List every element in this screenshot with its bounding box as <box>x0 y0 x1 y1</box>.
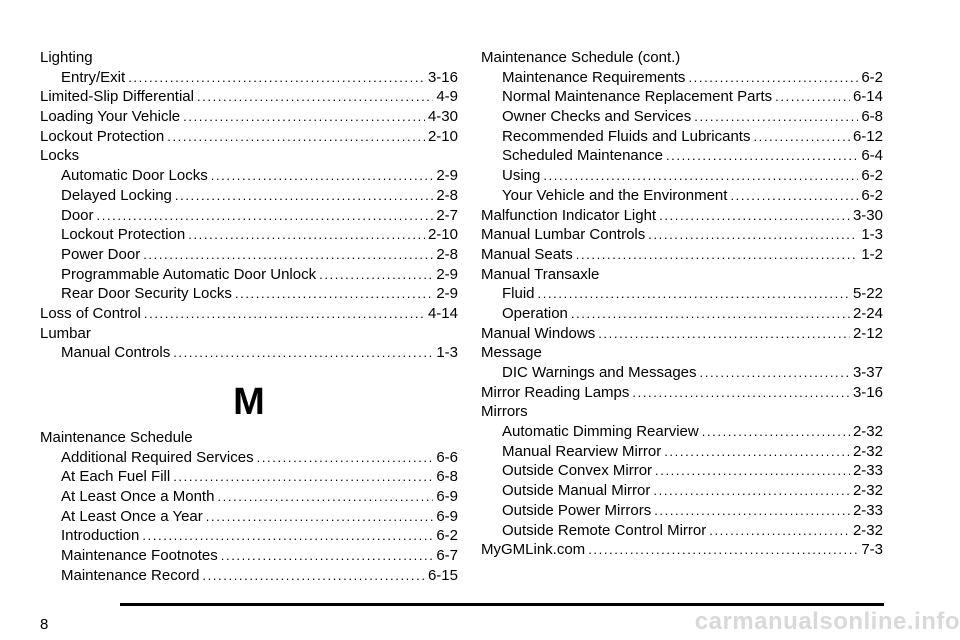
dot-leader <box>217 487 433 507</box>
entry-label: Outside Manual Mirror <box>502 482 651 500</box>
entry-page-ref: 2-7 <box>436 206 458 224</box>
entry-label: DIC Warnings and Messages <box>502 364 697 381</box>
entry-page-ref: 1-2 <box>861 245 883 263</box>
entry-label: Loading Your Vehicle <box>40 108 181 126</box>
index-subentry <box>40 487 458 507</box>
entry-label: Locks <box>40 147 80 165</box>
dot-leader <box>588 540 858 560</box>
dot-leader <box>538 284 850 304</box>
index-subentry <box>481 481 883 501</box>
index-subentry <box>481 521 883 541</box>
index-subentry <box>481 107 883 127</box>
entry-page-ref: 2-9 <box>436 285 458 303</box>
dot-leader <box>197 87 433 107</box>
dot-leader <box>175 186 433 206</box>
dot-leader <box>257 448 434 468</box>
index-subentry <box>40 343 458 363</box>
index-entry <box>481 225 883 245</box>
index-entry <box>40 87 458 107</box>
dot-leader <box>598 324 850 344</box>
dot-leader <box>319 265 433 285</box>
dot-leader <box>167 127 425 147</box>
index-subentry <box>481 284 883 304</box>
entry-label: Message <box>481 344 542 362</box>
entry-page-ref: 2-32 <box>852 521 883 539</box>
dot-leader <box>688 68 858 88</box>
dot-leader <box>211 166 434 186</box>
index-entry <box>481 48 883 68</box>
entry-page-ref: 7-3 <box>861 541 883 559</box>
entry-page-ref: 3-30 <box>852 206 883 224</box>
entry-page-ref: 6-8 <box>861 108 883 126</box>
entry-page-ref: 2-32 <box>852 442 883 460</box>
entry-label: Door <box>61 206 94 224</box>
watermark: carmanualsonline.info <box>694 608 960 635</box>
index-subentry <box>481 363 883 383</box>
dot-leader <box>144 304 425 324</box>
entry-page-ref: 2-8 <box>436 186 458 204</box>
entry-label: Operation <box>502 304 568 322</box>
entry-label: At Least Once a Month <box>61 488 215 506</box>
entry-label: Outside Remote Control Mirror <box>502 521 707 539</box>
entry-label: MyGMLink.com <box>481 541 586 559</box>
dot-leader <box>753 127 850 147</box>
entry-page-ref: 4-14 <box>427 304 458 322</box>
entry-page-ref: 6-9 <box>436 507 458 525</box>
entry-label: Power Door <box>61 245 141 263</box>
dot-leader <box>221 546 434 566</box>
dot-leader <box>97 206 434 226</box>
entry-page-ref: 6-7 <box>436 547 458 565</box>
index-subentry <box>481 68 883 88</box>
entry-label: Your Vehicle and the Environment <box>502 186 728 204</box>
dot-leader <box>654 501 850 521</box>
entry-page-ref: 3-16 <box>852 383 883 401</box>
index-subentry <box>40 68 458 88</box>
index-entry <box>40 127 458 147</box>
entry-page-ref: 2-33 <box>852 501 883 519</box>
entry-page-ref: 2-9 <box>436 167 458 185</box>
entry-label: Fluid <box>502 285 535 303</box>
entry-label: Maintenance Requirements <box>502 68 686 86</box>
index-entry <box>40 428 458 448</box>
dot-leader <box>571 304 850 324</box>
entry-page-ref: 2-32 <box>852 482 883 500</box>
index-entry <box>481 206 883 226</box>
entry-label: Outside Power Mirrors <box>502 501 652 519</box>
dot-leader <box>128 68 425 88</box>
entry-label: Normal Maintenance Replacement Parts <box>502 88 773 106</box>
entry-label: Using <box>502 167 541 185</box>
entry-label: Delayed Locking <box>61 186 172 204</box>
entry-page-ref: 1-3 <box>861 226 883 244</box>
dot-leader <box>143 245 433 265</box>
index-subentry <box>481 461 883 481</box>
entry-label: Maintenance Schedule (cont.) <box>481 49 681 66</box>
dot-leader <box>655 461 850 481</box>
index-subentry <box>40 546 458 566</box>
entry-page-ref: 4-9 <box>436 88 458 106</box>
index-subentry <box>40 225 458 245</box>
entry-label: Additional Required Services <box>61 448 254 466</box>
dot-leader <box>235 284 433 304</box>
entry-label: Owner Checks and Services <box>502 108 692 126</box>
dot-leader <box>700 363 850 383</box>
index-subentry <box>40 245 458 265</box>
index-subentry <box>40 206 458 226</box>
entry-page-ref: 2-32 <box>852 423 883 441</box>
section-letter-heading: M <box>233 381 265 423</box>
entry-label: Lockout Protection <box>40 127 165 145</box>
entry-page-ref: 6-9 <box>436 488 458 506</box>
entry-label: Automatic Door Locks <box>61 167 208 185</box>
entry-label: Lockout Protection <box>61 226 186 244</box>
index-entry <box>40 48 458 68</box>
dot-leader <box>694 107 858 127</box>
dot-leader <box>183 107 425 127</box>
entry-label: Maintenance Record <box>61 566 200 584</box>
entry-page-ref: 2-24 <box>852 304 883 322</box>
entry-page-ref: 6-2 <box>861 68 883 86</box>
entry-page-ref: 2-12 <box>852 324 883 342</box>
entry-page-ref: 4-30 <box>427 108 458 126</box>
index-entry <box>481 343 883 363</box>
entry-label: Scheduled Maintenance <box>502 147 663 165</box>
entry-page-ref: 6-2 <box>861 167 883 185</box>
entry-label: Programmable Automatic Door Unlock <box>61 265 317 283</box>
entry-page-ref: 6-6 <box>436 448 458 466</box>
index-subentry <box>481 422 883 442</box>
entry-page-ref: 3-37 <box>852 364 883 381</box>
dot-leader <box>666 146 858 166</box>
entry-label: Lighting <box>40 49 93 66</box>
entry-label: Manual Seats <box>481 245 573 263</box>
dot-leader <box>632 383 850 403</box>
entry-page-ref: 5-22 <box>852 285 883 303</box>
entry-page-ref: 1-3 <box>436 344 458 362</box>
entry-page-ref: 6-2 <box>436 527 458 545</box>
entry-page-ref: 6-15 <box>427 566 458 584</box>
entry-label: At Each Fuel Fill <box>61 468 171 486</box>
entry-label: Maintenance Footnotes <box>61 547 218 565</box>
entry-page-ref: 3-16 <box>427 68 458 86</box>
entry-label: Malfunction Indicator Light <box>481 206 657 224</box>
entry-label: Manual Windows <box>481 324 596 342</box>
index-subentry <box>40 448 458 468</box>
dot-leader <box>543 166 858 186</box>
entry-page-ref: 2-10 <box>427 226 458 244</box>
dot-leader <box>576 245 859 265</box>
index-subentry <box>40 265 458 285</box>
index-subentry <box>481 304 883 324</box>
entry-label: Maintenance Schedule <box>40 429 193 446</box>
entry-label: Automatic Dimming Rearview <box>502 423 699 441</box>
entry-label: Loss of Control <box>40 304 141 322</box>
index-subentry <box>481 166 883 186</box>
dot-leader <box>188 225 425 245</box>
index-subentry <box>40 526 458 546</box>
entry-page-ref: 6-2 <box>861 186 883 204</box>
footer-rule <box>120 603 884 606</box>
entry-label: At Least Once a Year <box>61 507 203 525</box>
index-subentry <box>40 507 458 527</box>
index-subentry <box>481 501 883 521</box>
dot-leader <box>659 206 850 226</box>
dot-leader <box>709 521 850 541</box>
entry-page-ref: 2-10 <box>427 127 458 145</box>
index-entry <box>40 304 458 324</box>
dot-leader <box>173 467 433 487</box>
entry-label: Mirrors <box>481 403 528 421</box>
index-subentry <box>40 284 458 304</box>
entry-page-ref: 6-14 <box>852 88 883 106</box>
index-subentry <box>40 186 458 206</box>
entry-label: Manual Lumbar Controls <box>481 226 646 244</box>
entry-page-ref: 2-8 <box>436 245 458 263</box>
index-entry <box>481 540 883 560</box>
index-subentry <box>481 87 883 107</box>
page-number: 8 <box>40 616 49 633</box>
entry-label: Outside Convex Mirror <box>502 462 653 480</box>
entry-label: Introduction <box>61 527 140 545</box>
index-entry <box>40 107 458 127</box>
entry-page-ref: 6-8 <box>436 468 458 486</box>
index-subentry <box>40 566 458 586</box>
index-entry <box>481 324 883 344</box>
entry-page-ref: 6-4 <box>861 147 883 165</box>
index-entry <box>40 146 458 166</box>
index-entry <box>481 383 883 403</box>
entry-label: Recommended Fluids and Lubricants <box>502 127 751 145</box>
entry-label: Rear Door Security Locks <box>61 285 232 303</box>
dot-leader <box>142 526 433 546</box>
index-entry <box>481 245 883 265</box>
entry-label: Lumbar <box>40 324 91 342</box>
entry-label: Mirror Reading Lamps <box>481 383 630 401</box>
dot-leader <box>702 422 850 442</box>
dot-leader <box>653 481 850 501</box>
index-entry <box>40 324 458 344</box>
entry-page-ref: 6-12 <box>852 127 883 145</box>
index-column-right <box>481 48 883 560</box>
index-column-left <box>40 48 458 586</box>
index-subentry <box>40 467 458 487</box>
dot-leader <box>202 566 425 586</box>
entry-label: Manual Controls <box>61 344 171 362</box>
index-subentry <box>481 186 883 206</box>
index-entry <box>481 402 883 422</box>
entry-label: Manual Transaxle <box>481 265 600 283</box>
entry-label: Limited-Slip Differential <box>40 88 194 106</box>
index-entry <box>481 265 883 285</box>
entry-page-ref: 2-33 <box>852 462 883 480</box>
dot-leader <box>730 186 858 206</box>
index-subentry <box>481 442 883 462</box>
entry-page-ref: 2-9 <box>436 265 458 283</box>
index-subentry <box>40 166 458 186</box>
index-subentry <box>481 146 883 166</box>
entry-label: Entry/Exit <box>61 68 126 86</box>
index-subentry <box>481 127 883 147</box>
dot-leader <box>664 442 850 462</box>
dot-leader <box>775 87 850 107</box>
dot-leader <box>173 343 433 363</box>
entry-label: Manual Rearview Mirror <box>502 442 662 460</box>
dot-leader <box>648 225 858 245</box>
dot-leader <box>206 507 434 527</box>
